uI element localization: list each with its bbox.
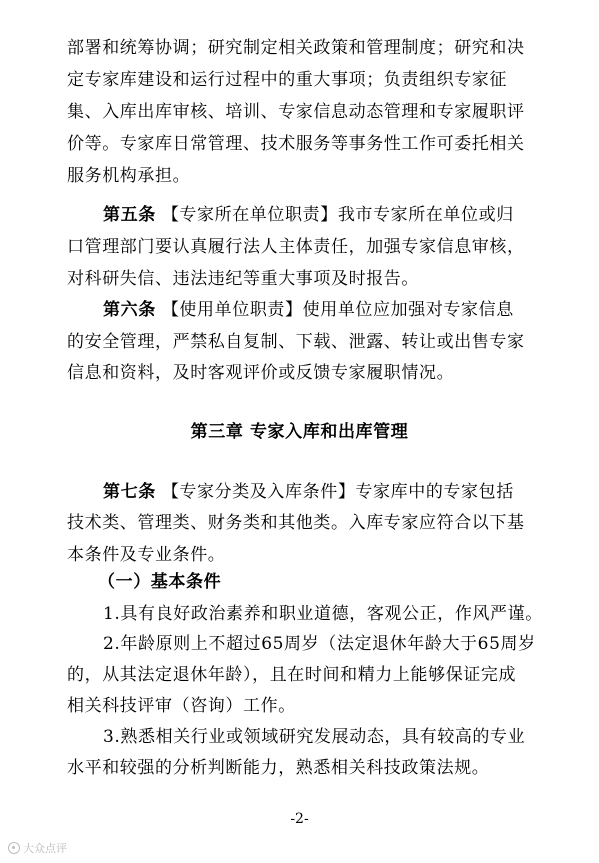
- watermark: [8, 840, 67, 856]
- watermark-text: 大众点评: [23, 842, 67, 855]
- text-line: 信息和资料，及时客观评价或反馈专家履职情况。: [67, 363, 455, 383]
- article-7-first-line: [103, 482, 537, 502]
- article-6-first-line: [103, 300, 537, 320]
- article-5-first-line: [103, 205, 537, 225]
- condition-1: 1.具有良好政治素养和职业道德，客观公正，作风严谨。: [103, 604, 543, 624]
- article-7-title: 第七条: [103, 482, 156, 502]
- text-line: 本条件及专业条件。: [67, 545, 226, 565]
- text-line: 的安全管理，严禁私自复制、下载、泄露、转让或出售专家: [67, 332, 525, 352]
- condition-2-first-line: 2.年龄原则上不超过65周岁（法定退休年龄大于65周岁: [103, 634, 536, 654]
- text-line: 技术类、管理类、财务类和其他类。入库专家应符合以下基: [67, 513, 525, 533]
- condition-3-first-line: 3.熟悉相关行业或领域研究发展动态，具有较高的专业: [103, 727, 526, 747]
- text-line: 的，从其法定退休年龄），且在时间和精力上能够保证完成: [67, 665, 517, 685]
- text-line: 部署和统筹协调；研究制定相关政策和管理制度；研究和决: [67, 38, 525, 58]
- section-heading: （一）基本条件: [98, 572, 222, 592]
- chapter-heading: 第三章 专家入库和出库管理: [190, 422, 409, 442]
- text-line: 水平和较强的分析判断能力，熟悉相关科技政策法规。: [67, 758, 490, 778]
- text-line: 相关科技评审（咨询）工作。: [67, 696, 296, 716]
- article-6-title: 第六条: [103, 300, 156, 320]
- text-line: 定专家库建设和运行过程中的重大事项；负责组织专家征: [67, 70, 507, 90]
- article-5-title: 第五条: [103, 205, 156, 225]
- article-5-text: 【专家所在单位职责】我市专家所在单位或归: [161, 205, 514, 225]
- text-line: 口管理部门要认真履行法人主体责任，加强专家信息审核，: [67, 237, 525, 257]
- text-line: 对科研失信、违法违纪等重大事项及时报告。: [67, 269, 419, 289]
- text-line: 服务机构承担。: [67, 166, 191, 186]
- article-7-text: 【专家分类及入库条件】专家库中的专家包括: [161, 482, 514, 502]
- watermark-logo-icon: [8, 842, 20, 854]
- text-line: 集、入库出库审核、培训、专家信息动态管理和专家履职评: [67, 102, 525, 122]
- page-number: -2-: [290, 811, 309, 827]
- article-6-text: 【使用单位职责】使用单位应加强对专家信息: [161, 300, 514, 320]
- text-line: 价等。专家库日常管理、技术服务等事务性工作可委托相关: [67, 134, 525, 154]
